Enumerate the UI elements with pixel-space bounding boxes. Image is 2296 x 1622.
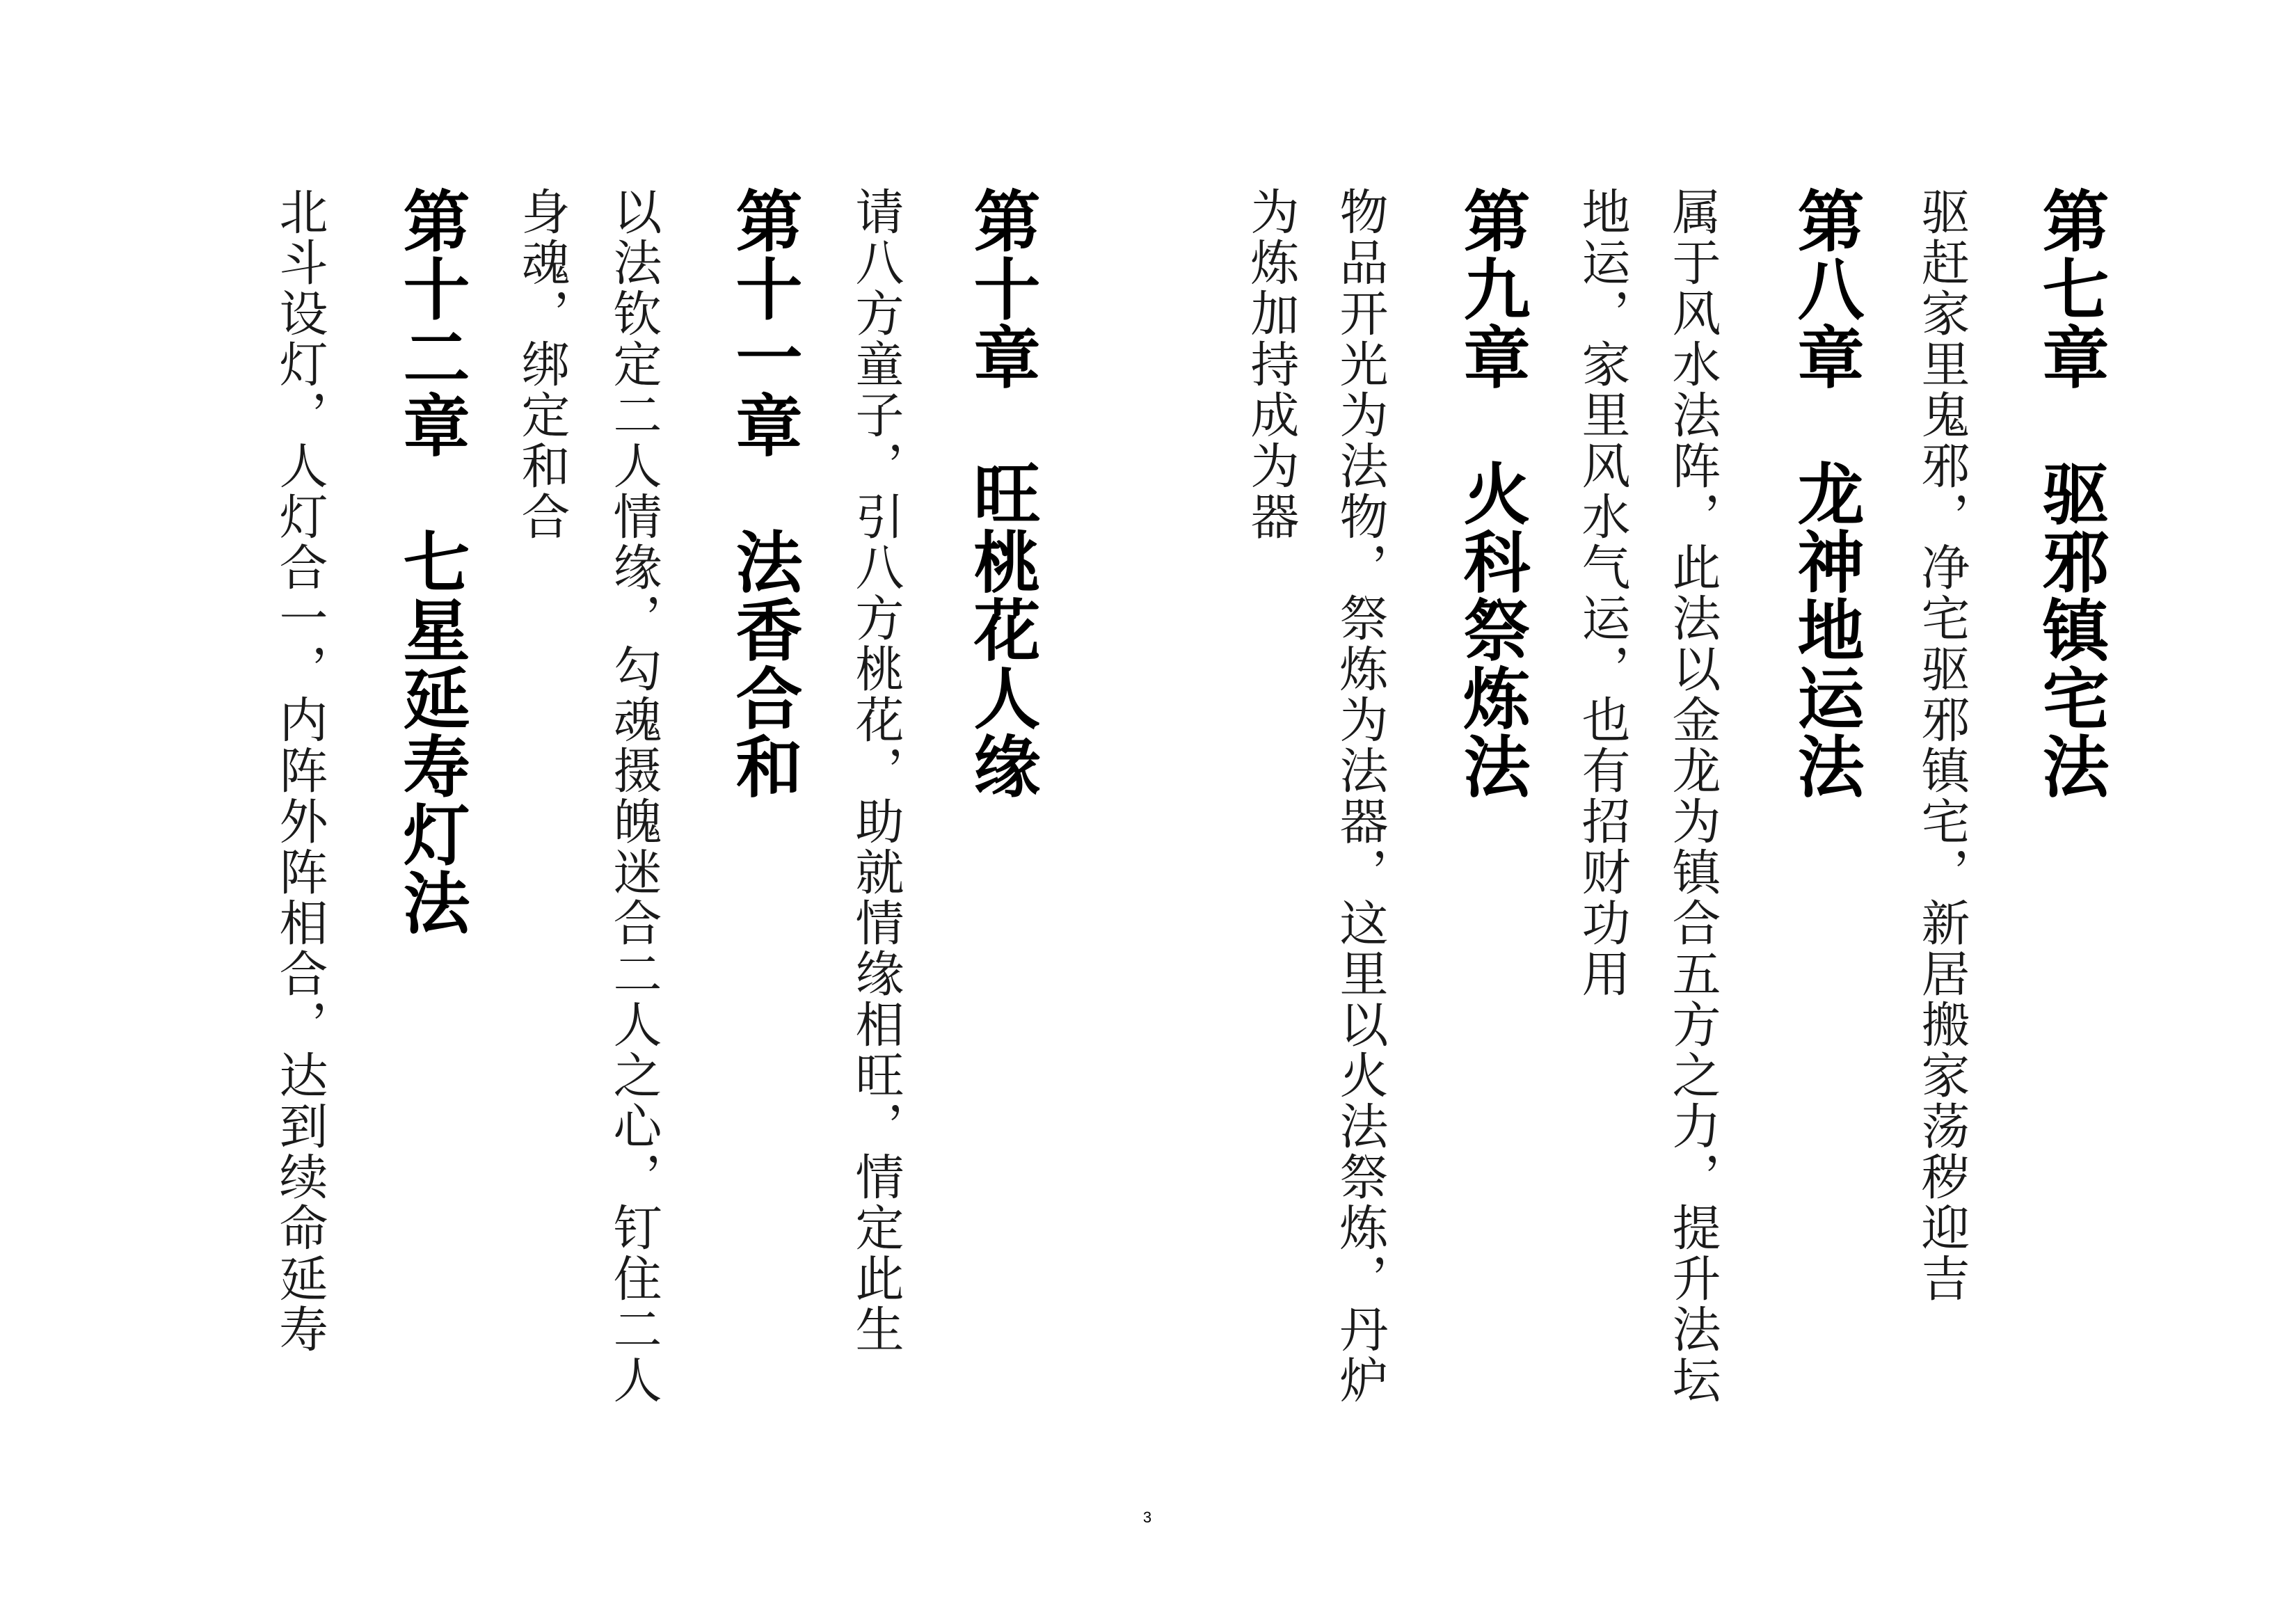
chapter-12-heading: 第十二章 七星延寿灯法 [392,186,471,937]
chapter-8-text-line-2: 地运，家里风水气运，也有招财功用 [1574,186,1631,999]
chapter-7-heading: 第七章 驱邪镇宅法 [2032,186,2110,800]
chapter-11-heading: 第十一章 法香合和 [725,186,804,800]
chapter-8-text-line-1: 属于风水法阵，此法以金龙为镇合五方之力，提升法坛 [1664,186,1721,1406]
chapter-10-text-line-1: 请八方童子，引八方桃花，助就情缘相旺，情定此生 [847,186,904,1355]
chapter-9-heading: 第九章 火科祭炼法 [1453,186,1531,800]
chapter-10-heading: 第十章 旺桃花人缘 [963,186,1042,800]
chapter-9-text-line-2: 为炼加持成为器 [1243,186,1300,542]
chapter-11-text-line-1: 以法钦定二人情缘，勾魂摄魄迷合二人之心，钉住二人 [605,186,662,1406]
page-number: 3 [1142,1509,1152,1526]
chapter-11-text-line-2: 身魂，绑定和合 [513,186,571,542]
chapter-9-text-line-1: 物品开光为法物，祭炼为法器，这里以火法祭炼，丹炉 [1332,186,1389,1406]
chapter-7-text-line-1: 驱赶家里鬼邪，净宅驱邪镇宅，新居搬家荡秽迎吉 [1913,186,1970,1304]
chapter-12-text-line-1: 北斗设灯，人灯合一，内阵外阵相合，达到续命延寿 [271,186,328,1355]
chapter-8-heading: 第八章 龙神地运法 [1787,186,1865,800]
